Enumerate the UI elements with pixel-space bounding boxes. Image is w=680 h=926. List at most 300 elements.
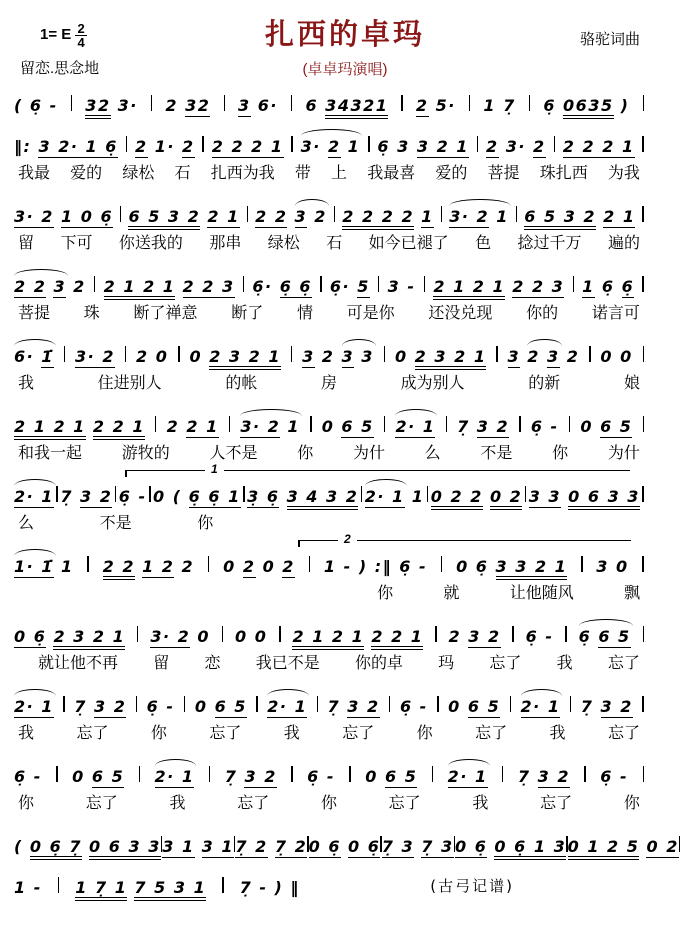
barline	[502, 766, 503, 782]
lyric-syllable: 我最	[18, 165, 51, 182]
measure	[579, 627, 631, 646]
beam-group: 2 2 1	[93, 417, 145, 440]
beam-group: 2 2 1	[371, 627, 423, 650]
beam-group: 3	[53, 277, 67, 296]
lyric-syllable: 你	[377, 585, 394, 602]
barline	[120, 206, 121, 222]
measure: ( 0 6 7 0 6 3 3	[14, 837, 161, 856]
measure: 6 -	[399, 697, 428, 716]
beam-group: 2	[134, 137, 148, 156]
measure: 6 3 3 2 1	[377, 137, 469, 156]
measure: 6 -	[530, 417, 559, 436]
beam-group: 0 6 1 3	[494, 837, 566, 860]
lyric-syllable: 珠扎西	[539, 165, 588, 182]
beam-group: 6 6 1	[188, 487, 241, 506]
beam-group: 1 0 6	[61, 207, 114, 226]
barline	[56, 766, 57, 782]
measure	[433, 277, 564, 296]
measure	[529, 487, 640, 506]
lyric-syllable: 玛	[438, 655, 455, 672]
beam-group: 7 2	[274, 837, 308, 856]
slur-arc: 3· 2 1	[300, 137, 361, 156]
beam-group: 3	[341, 347, 355, 366]
slur-arc	[14, 487, 54, 506]
barline	[642, 276, 643, 292]
beam-group: 2 1	[186, 417, 219, 436]
lyric-syllable: 绿松	[267, 235, 300, 252]
barline	[334, 206, 335, 222]
measure	[431, 487, 523, 506]
barline	[178, 346, 179, 362]
beam-group: 0 2	[490, 487, 522, 510]
composer-credit: 骆驼词曲	[579, 31, 640, 48]
beam-group: 3· 2	[75, 347, 115, 366]
notation-row	[14, 272, 644, 296]
barline	[642, 556, 643, 572]
measure: 6 -	[307, 767, 335, 786]
lyric-syllable: 忘了	[607, 655, 640, 672]
barline	[384, 416, 385, 432]
time-denominator: 4	[77, 35, 85, 50]
slur-arc: 6· 1	[14, 347, 54, 366]
beam-group: 3 6	[247, 487, 280, 506]
beam-group: 3	[294, 207, 308, 226]
beam-group: 3· 2	[150, 627, 191, 646]
lyric-syllable: 忘了	[237, 795, 270, 812]
beam-group: 2· 1	[364, 487, 405, 506]
barline	[349, 766, 350, 782]
time-signature	[75, 22, 86, 49]
measure	[104, 277, 235, 296]
score-line-4	[14, 272, 644, 325]
barline	[243, 276, 244, 292]
lyric-syllable: 石	[174, 165, 191, 182]
beam-group: 6 5 3 2	[128, 207, 200, 230]
beam-group: 7 3	[421, 837, 454, 856]
barline	[291, 766, 292, 782]
measure: 7 3 2	[327, 697, 380, 716]
beam-group: 3· 2	[449, 207, 490, 226]
measure	[75, 878, 206, 897]
lyric-syllable: 断了禅意	[133, 305, 198, 322]
measure: 0 6 5	[194, 697, 247, 716]
measure: 0 6 5	[580, 417, 633, 436]
barline	[291, 346, 292, 362]
score-line-1	[14, 91, 644, 115]
slur-arc: 3 3	[341, 347, 374, 366]
measure	[247, 487, 358, 506]
lyric-syllable: 和我一起	[18, 445, 83, 462]
lyric-syllable: 人不是	[209, 445, 258, 462]
measure: 0 0	[235, 627, 268, 646]
beam-group: 3 2	[476, 417, 510, 436]
measure	[162, 837, 234, 856]
lyric-syllable: 断了	[231, 305, 264, 322]
beam-group: 2 2	[14, 277, 47, 296]
barline	[570, 696, 571, 712]
lyric-syllable: 忘了	[489, 655, 522, 672]
barline	[279, 626, 280, 642]
lyric-syllable: 可是你	[346, 305, 395, 322]
barline	[512, 626, 513, 642]
beam-group: 1 7 1	[75, 878, 127, 901]
measure: 0 6 5	[365, 767, 418, 786]
score-line-5	[14, 342, 644, 395]
barline	[229, 416, 230, 432]
measure	[309, 837, 381, 856]
barline	[642, 486, 643, 502]
beam-group: 2 2 2 1	[562, 137, 635, 156]
barline	[569, 416, 570, 432]
lyric-syllable: 我最喜	[367, 165, 416, 182]
barline	[554, 136, 555, 152]
lyric-syllable: 石	[326, 235, 343, 252]
measure: 7 - ) ‖	[239, 878, 300, 897]
notation-row	[14, 202, 644, 226]
score-line-11	[14, 762, 644, 815]
beam-group: 0 2	[646, 837, 679, 856]
lyric-syllable: 你	[320, 795, 337, 812]
lyrics-row	[14, 373, 644, 395]
score-line-9	[14, 622, 644, 675]
beam-group: 2 2 3	[182, 277, 235, 296]
lyric-syllable: 你	[552, 445, 569, 462]
beam-group: 1	[41, 347, 54, 366]
lyric-syllable: 你的卓	[354, 655, 403, 672]
score-header	[14, 12, 644, 79]
tempo-marking: 留恋.思念地	[20, 60, 100, 77]
score-line-6	[14, 412, 644, 465]
measure: 3 6·	[237, 96, 278, 115]
beam-group: 6	[621, 277, 635, 296]
beam-group: 3 3	[528, 487, 562, 506]
lyric-syllable: 不是	[99, 515, 132, 532]
barline	[71, 95, 72, 111]
barline	[384, 346, 385, 362]
notation-footer-note: (古弓记谱)	[430, 876, 514, 895]
key-signature: 1= E	[40, 26, 72, 43]
beam-group: 2	[242, 557, 256, 576]
barline	[320, 276, 321, 292]
lyric-syllable: 留	[18, 235, 35, 252]
beam-group: 7 2	[235, 837, 268, 856]
lyric-syllable: 我	[18, 375, 35, 392]
measure: 6 -	[146, 697, 175, 716]
measure: 0 ( 6 6 1	[153, 487, 241, 506]
measure	[128, 207, 239, 226]
beam-group: 3 1	[201, 837, 235, 856]
slur-arc: 3 2	[294, 207, 327, 226]
measure: 32 3·	[85, 96, 138, 115]
measure	[342, 207, 434, 226]
barline	[427, 486, 428, 502]
lyric-syllable: 上	[331, 165, 348, 182]
slur-arc: 3· 2 1	[449, 207, 509, 226]
score-line-7	[14, 462, 644, 535]
measure: 0 2 0 2	[223, 557, 295, 576]
measure	[14, 697, 54, 716]
measure: 2 32	[165, 96, 211, 115]
beam-group: 6 6	[279, 277, 313, 296]
measure: 0 6 5	[72, 767, 125, 786]
beam-group: 2 2 3	[512, 277, 565, 296]
slur-arc	[155, 767, 195, 786]
volta-label: 1	[205, 462, 224, 476]
beam-group: 3	[237, 96, 251, 115]
measure: 2 3· 2	[486, 137, 546, 156]
beam-group: 0 6	[14, 627, 47, 646]
barline	[424, 276, 425, 292]
measure: 6 -	[600, 767, 629, 786]
notation-row	[14, 832, 679, 856]
measure: 7 3 2	[580, 697, 633, 716]
measure: 2· 1 1	[364, 487, 425, 506]
barline	[63, 696, 64, 712]
beam-group: 7 3	[381, 837, 415, 856]
beam-group: 2 1 2 1	[433, 277, 505, 300]
lyric-syllable: 诺言可	[591, 305, 640, 322]
measure: 1· 1 1	[14, 557, 74, 576]
notation-row	[14, 132, 644, 156]
barline	[643, 626, 644, 642]
beam-group: 0 1 2 5	[568, 837, 640, 860]
beam-group: 2 1	[603, 207, 636, 226]
barline	[642, 696, 643, 712]
lyric-syllable: 么	[18, 515, 35, 532]
barline	[584, 766, 585, 782]
barline	[184, 696, 185, 712]
barline	[309, 556, 310, 572]
measure: 0 6 3 3 2 1	[456, 557, 567, 576]
lyrics-row	[14, 303, 644, 325]
barline	[401, 95, 402, 111]
lyric-syllable: 成为别人	[400, 375, 465, 392]
measure: 2 2 1	[166, 417, 219, 436]
lyric-syllable: 房	[320, 375, 337, 392]
beam-group: 1· 1	[14, 557, 54, 576]
lyric-syllable: 你送我的	[118, 235, 183, 252]
measure	[524, 207, 635, 226]
lyric-syllable: 情	[296, 305, 313, 322]
song-title: 扎西的卓玛	[264, 19, 425, 51]
key-time-signature	[14, 12, 164, 49]
lyric-syllable: 娘	[623, 375, 640, 392]
barline	[565, 626, 566, 642]
beam-group: 6 5	[385, 767, 418, 786]
beam-group: 2· 1	[447, 767, 488, 786]
barline	[446, 416, 447, 432]
lyric-syllable: 为什	[607, 445, 640, 462]
measure	[155, 767, 195, 786]
lyric-syllable: 那串	[209, 235, 242, 252]
barline	[643, 346, 644, 362]
beam-group: 2	[181, 137, 195, 156]
lyrics-row	[14, 513, 217, 535]
beam-group: 2	[415, 96, 429, 115]
barline	[361, 486, 362, 502]
barline	[115, 486, 116, 502]
beam-group: 3 2	[600, 697, 633, 716]
beam-group: 3	[507, 347, 521, 366]
lyrics-row	[14, 163, 644, 185]
beam-group: 3· 2	[14, 207, 54, 226]
measure	[235, 837, 307, 856]
slur-arc	[395, 417, 435, 436]
beam-group: 7 5 3 1	[134, 878, 206, 901]
barline	[139, 766, 140, 782]
beam-group: 3 4 3 2	[287, 487, 359, 510]
slur-arc	[14, 697, 54, 716]
lyric-syllable: 你	[297, 445, 314, 462]
measure: 6 0635 )	[543, 96, 629, 115]
notation-row	[14, 552, 644, 576]
barline	[441, 206, 442, 222]
beam-group: 0 6 3 3	[89, 837, 161, 860]
lyric-syllable: 的新	[528, 375, 561, 392]
beam-group: 0 6	[454, 837, 488, 856]
beam-group: 3 2	[468, 627, 501, 646]
lyric-syllable: 遍的	[607, 235, 640, 252]
beam-group: 2· 1	[267, 697, 308, 716]
score-line-8	[14, 532, 644, 605]
beam-group: 2 1 2 1	[292, 627, 364, 650]
barline	[317, 696, 318, 712]
score-line-2	[14, 132, 644, 185]
measure: 3 2 3 3	[302, 347, 374, 366]
volta-label: 2	[338, 532, 357, 546]
barline	[573, 276, 574, 292]
measure: ( 6 -	[14, 96, 58, 115]
measure	[563, 137, 635, 156]
measure	[301, 137, 361, 156]
barline	[224, 95, 225, 111]
slur-arc: 2 3	[527, 347, 560, 366]
beam-group: 6 5	[214, 697, 247, 716]
beam-group: 2· 1	[154, 767, 195, 786]
score-line-12	[14, 832, 679, 856]
lyric-syllable: 我	[283, 725, 300, 742]
lyric-syllable: 忘了	[76, 725, 109, 742]
measure	[395, 417, 435, 436]
beam-group: 3 2	[347, 697, 380, 716]
measure: 2 3 2	[448, 627, 501, 646]
score-body	[14, 91, 679, 897]
beam-group: 3	[302, 347, 315, 366]
beam-group: 2 1 2 1	[14, 417, 86, 440]
lyric-syllable: 让他随风	[509, 585, 574, 602]
barline	[136, 696, 137, 712]
measure: 0 6 5	[448, 697, 501, 716]
notation-row	[14, 622, 644, 646]
measure: 2 5·	[415, 96, 456, 115]
performer-subtitle: (卓卓玛演唱)	[302, 61, 388, 78]
lyric-syllable: 忘了	[209, 725, 242, 742]
barline	[155, 416, 156, 432]
barline	[496, 346, 497, 362]
measure: 7 3 2	[74, 697, 127, 716]
barline	[437, 696, 438, 712]
beam-group: 2· 1	[395, 417, 436, 436]
time-numerator: 2	[77, 21, 85, 36]
barline	[643, 766, 644, 782]
measure: 2 2 3 2	[14, 277, 86, 296]
lyric-syllable: 忘了	[342, 725, 375, 742]
lyrics-row	[373, 583, 644, 605]
lyric-syllable: 为我	[607, 165, 640, 182]
slur-arc	[521, 697, 561, 716]
measure	[75, 347, 115, 366]
beam-group: 34321	[325, 96, 388, 119]
barline	[432, 766, 433, 782]
barline	[256, 696, 257, 712]
beam-group: 1 2	[142, 557, 175, 576]
measure	[449, 207, 509, 226]
lyric-syllable: 珠	[83, 305, 100, 322]
lyric-syllable: 住进别人	[97, 375, 162, 392]
lyrics-row	[14, 723, 644, 745]
lyric-syllable: 你	[623, 795, 640, 812]
beam-group: 2	[282, 557, 295, 576]
barline	[149, 486, 150, 502]
volta-bracket-2	[298, 532, 631, 549]
beam-group: 6 5	[600, 417, 633, 436]
beam-group: 0 6 3 3	[568, 487, 640, 510]
measure: 6· 5	[329, 277, 370, 296]
lyric-syllable: 忘了	[607, 725, 640, 742]
header-left	[14, 12, 164, 78]
lyric-syllable: 游牧的	[121, 445, 170, 462]
barline	[151, 95, 152, 111]
barline	[519, 416, 520, 432]
barline	[435, 626, 436, 642]
lyric-syllable: 忘了	[388, 795, 421, 812]
lyric-syllable: 就让他不再	[38, 655, 119, 672]
beam-group: 3 2· 1 6	[38, 137, 118, 156]
beam-group: 2· 1	[14, 487, 54, 506]
lyric-syllable: 为什	[352, 445, 385, 462]
beam-group: 6 5	[467, 697, 501, 716]
beam-group: 3 2	[80, 487, 113, 506]
measure	[448, 767, 488, 786]
measure: 3 2 3 2	[507, 347, 580, 366]
measure: 0 2 3 2 1	[189, 347, 281, 366]
measure	[255, 207, 327, 226]
measure: 2 1· 2	[134, 137, 195, 156]
barline	[510, 696, 511, 712]
barline	[642, 136, 643, 152]
beam-group: 3 3 2 1	[496, 557, 568, 580]
measure: 7 3 2	[60, 487, 113, 506]
measure	[14, 627, 125, 646]
lyric-syllable: 你	[416, 725, 433, 742]
notation-row	[14, 412, 644, 436]
beam-group: 32	[85, 96, 110, 119]
notation-row	[14, 762, 644, 786]
beam-group: 1	[582, 277, 595, 296]
beam-group: 5	[357, 277, 370, 296]
beam-group: 2 2	[103, 557, 135, 580]
measure: 6 -	[525, 627, 554, 646]
barline	[87, 556, 88, 572]
beam-group: 2· 1	[14, 697, 54, 716]
barline	[643, 95, 644, 111]
beam-group: 2· 1	[520, 697, 561, 716]
notation-row	[14, 692, 644, 716]
measure: 7 3 2	[517, 767, 570, 786]
measure	[212, 137, 284, 156]
score-line-13	[14, 873, 644, 897]
lyric-syllable: 忘了	[85, 795, 118, 812]
